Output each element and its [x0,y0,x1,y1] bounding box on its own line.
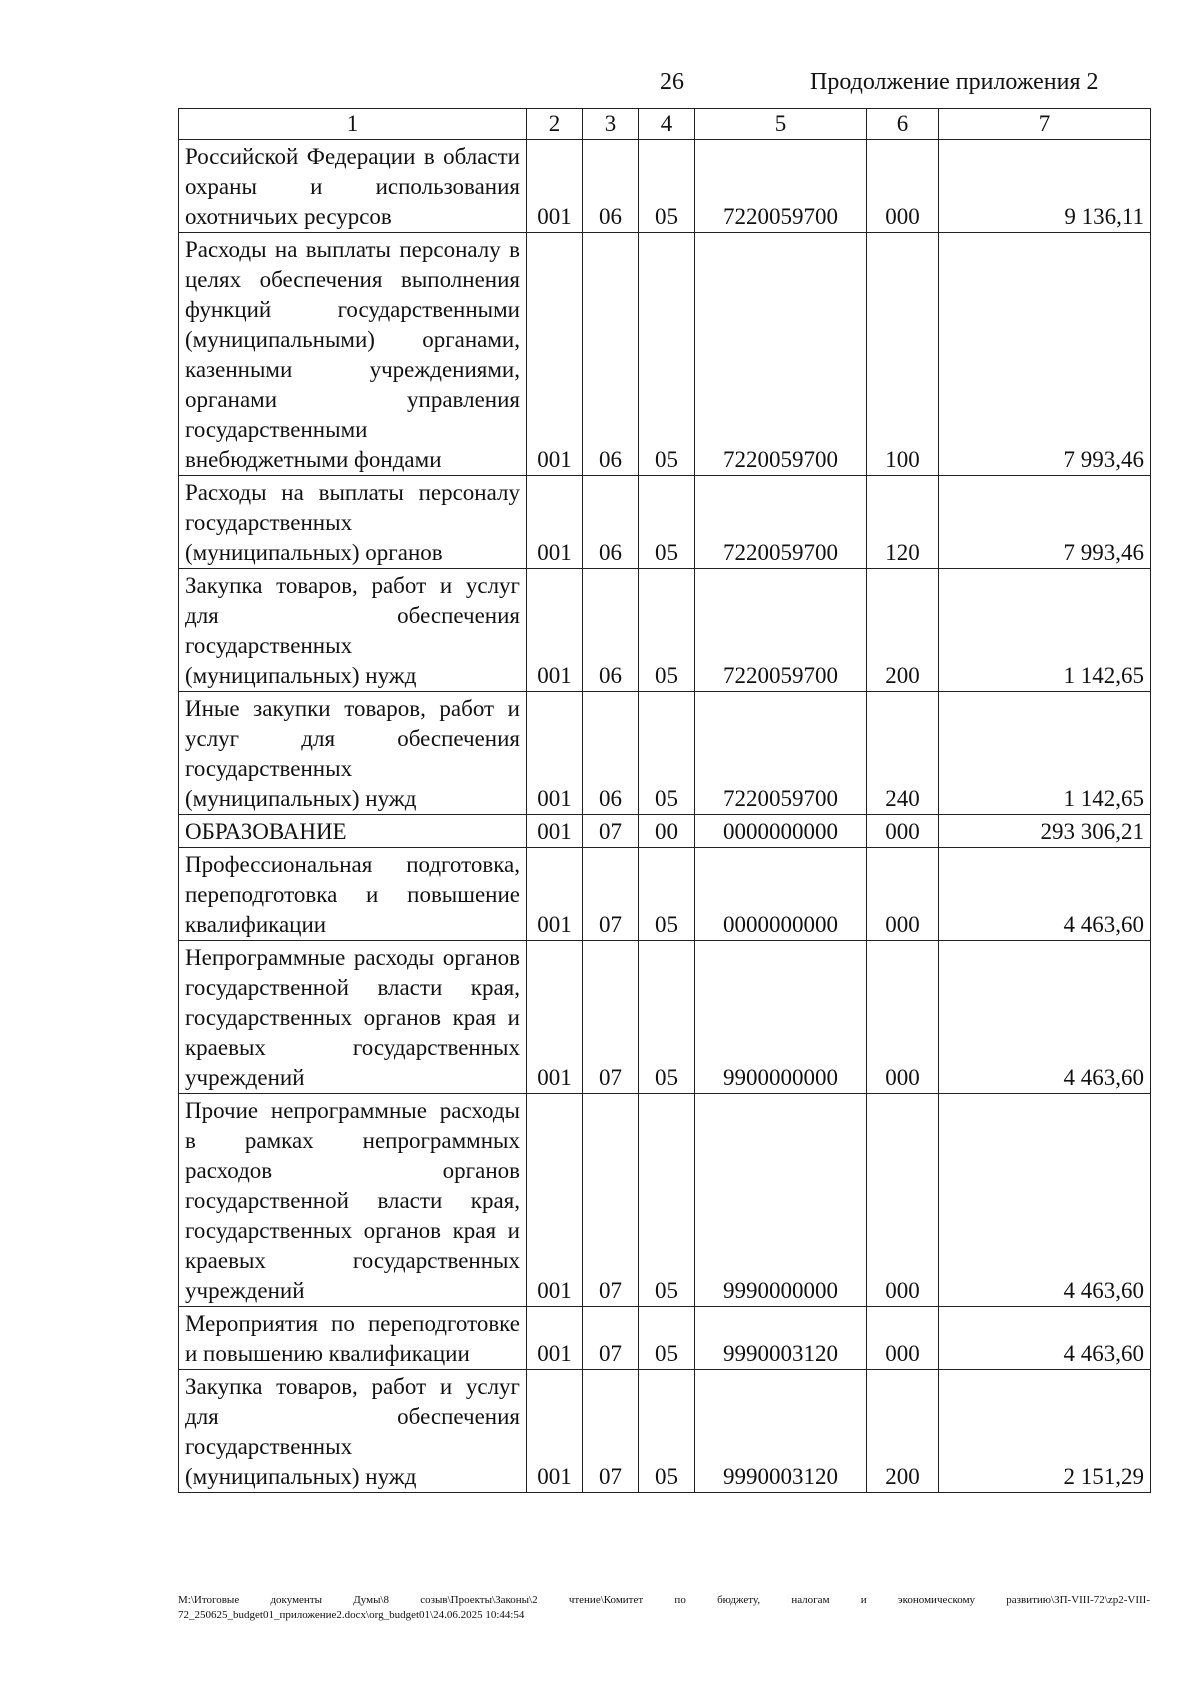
expense-name: Иные закупки товаров, работ и услуг для обеспечения государственных (муниципальных) нужд [179,692,527,815]
ministry-code: 001 [527,1094,583,1307]
ministry-code: 001 [527,848,583,941]
table-row [179,815,1151,848]
ministry-code: 001 [527,476,583,569]
subsection-code: 05 [639,1094,695,1307]
section-code: 07 [583,941,639,1094]
ministry-code: 001 [527,140,583,233]
section-code: 06 [583,692,639,815]
table-row [179,692,1151,815]
section-code: 07 [583,1307,639,1370]
table-row [179,233,1151,476]
table-row [179,569,1151,692]
column-header: 1 [179,109,527,140]
target-article-code: 9990003120 [695,1370,867,1493]
subsection-code: 05 [639,140,695,233]
subsection-code: 00 [639,815,695,848]
table-row [179,140,1151,233]
ministry-code: 001 [527,815,583,848]
expense-name: Мероприятия по переподготовке и повышению квалификации [179,1307,527,1370]
table-row [179,1094,1151,1307]
expense-type-code: 000 [867,1094,939,1307]
table-row [179,848,1151,941]
target-article-code: 9900000000 [695,941,867,1094]
column-header: 3 [583,109,639,140]
subsection-code: 05 [639,1307,695,1370]
amount: 7 993,46 [939,476,1151,569]
subsection-code: 05 [639,692,695,815]
table-header-row [179,109,1151,140]
column-header: 2 [527,109,583,140]
target-article-code: 9990000000 [695,1094,867,1307]
ministry-code: 001 [527,1370,583,1493]
section-code: 06 [583,233,639,476]
subsection-code: 05 [639,569,695,692]
amount: 7 993,46 [939,233,1151,476]
amount: 9 136,11 [939,140,1151,233]
subsection-code: 05 [639,941,695,1094]
target-article-code: 7220059700 [695,476,867,569]
amount: 4 463,60 [939,1094,1151,1307]
ministry-code: 001 [527,569,583,692]
section-code: 07 [583,1094,639,1307]
target-article-code: 7220059700 [695,233,867,476]
column-header: 7 [939,109,1151,140]
subsection-code: 05 [639,233,695,476]
ministry-code: 001 [527,941,583,1094]
subsection-code: 05 [639,476,695,569]
document-file-path: M:\Итоговые документы Думы\8 созыв\Проекты\Законы\2 чтение\Комитет по бюджету, налогам и экономическому развитию\ЗП-VIII-72\zp2-VIII-72_250625_budget01_приложение2.docx\org_budget01\24.06.2025 10:44:54 [178,1594,1150,1621]
expense-type-code: 100 [867,233,939,476]
expense-name: Закупка товаров, работ и услуг для обеспечения государственных (муниципальных) нужд [179,1370,527,1493]
expense-name: ОБРАЗОВАНИЕ [179,815,527,848]
column-header: 5 [695,109,867,140]
section-code: 07 [583,848,639,941]
target-article-code: 7220059700 [695,569,867,692]
continuation-title: Продолжение приложения 2 [810,69,1099,95]
section-code: 06 [583,569,639,692]
amount: 293 306,21 [939,815,1151,848]
amount: 4 463,60 [939,848,1151,941]
page-number: 26 [660,69,684,95]
section-code: 07 [583,1370,639,1493]
table-row [179,1370,1151,1493]
table-row [179,941,1151,1094]
column-header: 4 [639,109,695,140]
section-code: 06 [583,140,639,233]
amount: 2 151,29 [939,1370,1151,1493]
amount: 4 463,60 [939,941,1151,1094]
expense-type-code: 200 [867,1370,939,1493]
expense-type-code: 240 [867,692,939,815]
expense-type-code: 000 [867,140,939,233]
expense-type-code: 000 [867,815,939,848]
section-code: 07 [583,815,639,848]
ministry-code: 001 [527,692,583,815]
expense-name: Расходы на выплаты персоналу в целях обеспечения выполнения функций государственными (муниципальными) органами, казенными учреждениями, органами управления государственными внебюджетными фондами [179,233,527,476]
expense-type-code: 000 [867,941,939,1094]
ministry-code: 001 [527,233,583,476]
expense-type-code: 120 [867,476,939,569]
target-article-code: 7220059700 [695,692,867,815]
expense-name: Прочие непрограммные расходы в рамках непрограммных расходов органов государственной власти края, государственных органов края и краевых государственных учреждений [179,1094,527,1307]
amount: 1 142,65 [939,569,1151,692]
subsection-code: 05 [639,1370,695,1493]
ministry-code: 001 [527,1307,583,1370]
subsection-code: 05 [639,848,695,941]
expense-type-code: 000 [867,1307,939,1370]
target-article-code: 7220059700 [695,140,867,233]
expense-name: Российской Федерации в области охраны и использования охотничьих ресурсов [179,140,527,233]
target-article-code: 9990003120 [695,1307,867,1370]
amount: 1 142,65 [939,692,1151,815]
table-row [179,476,1151,569]
target-article-code: 0000000000 [695,815,867,848]
target-article-code: 0000000000 [695,848,867,941]
budget-table [178,108,1151,1493]
table-row [179,1307,1151,1370]
expense-name: Расходы на выплаты персоналу государственных (муниципальных) органов [179,476,527,569]
expense-name: Закупка товаров, работ и услуг для обеспечения государственных (муниципальных) нужд [179,569,527,692]
column-header: 6 [867,109,939,140]
section-code: 06 [583,476,639,569]
expense-name: Непрограммные расходы органов государственной власти края, государственных органов края и краевых государственных учреждений [179,941,527,1094]
expense-name: Профессиональная подготовка, переподготовка и повышение квалификации [179,848,527,941]
expense-type-code: 000 [867,848,939,941]
amount: 4 463,60 [939,1307,1151,1370]
expense-type-code: 200 [867,569,939,692]
